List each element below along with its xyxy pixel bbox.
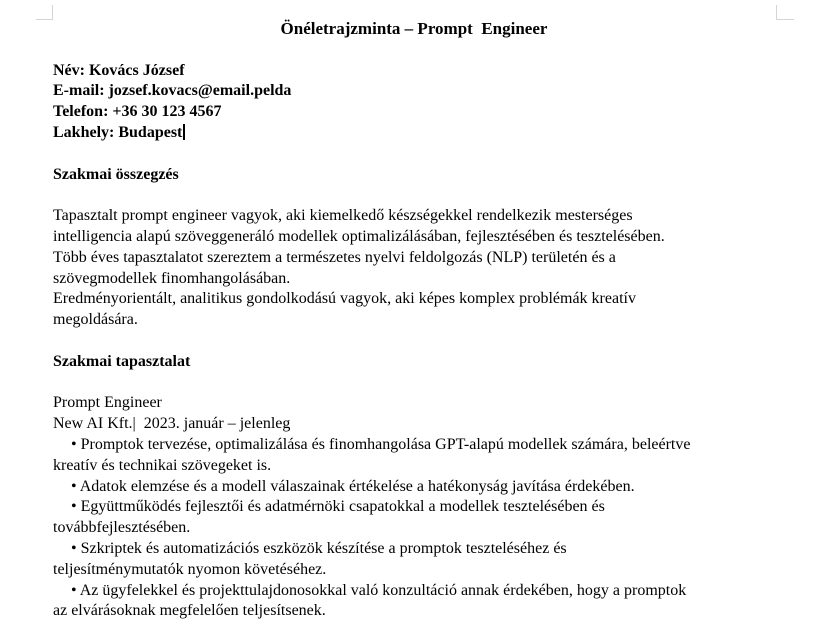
summary-text-line[interactable]: Eredményorientált, analitikus gondolkodású vagyok, aki képes komplex problémák kreatív — [53, 290, 636, 308]
summary-text-line[interactable]: Több éves tapasztalatot szereztem a természetes nyelvi feldolgozás (NLP) területén és a — [53, 248, 616, 266]
text-boundary-mark-top-left-icon — [36, 5, 53, 20]
experience-bullet-line[interactable]: • Adatok elemzése és a modell válaszainak értékelése a hatékonyság javítása érdekében. — [71, 477, 635, 495]
section-heading-summary[interactable]: Szakmai összegzés — [53, 165, 179, 183]
section-heading-experience[interactable]: Szakmai tapasztalat — [53, 352, 191, 370]
summary-text-line[interactable]: intelligencia alapú szöveggeneráló modellek optimalizálásában, fejlesztésében és tesztelésében. — [53, 227, 665, 245]
experience-bullet-line[interactable]: • Együttműködés fejlesztői és adatmérnöki csapatokkal a modellek tesztelésében és — [71, 498, 605, 516]
job-title-line[interactable]: Prompt Engineer — [53, 394, 162, 412]
job-company-dates-line[interactable]: New AI Kft.| 2023. január – jelenleg — [53, 415, 291, 433]
experience-bullet-line[interactable]: • Szkriptek és automatizációs eszközök készítése a promptok teszteléséhez és — [71, 539, 567, 557]
contact-name-line[interactable]: Név: Kovács József — [53, 61, 185, 79]
blank-line — [53, 331, 775, 352]
summary-text-line[interactable]: megoldására. — [53, 311, 138, 329]
blank-line — [53, 144, 775, 165]
experience-bullet-line[interactable]: teljesítménymutatók nyomon követéséhez. — [53, 560, 327, 578]
text-cursor-caret — [183, 124, 185, 140]
text-boundary-mark-top-right-icon — [776, 5, 794, 20]
experience-bullet-line[interactable]: az elvárásoknak megfelelően teljesítsenek. — [53, 602, 326, 620]
contact-phone-line[interactable]: Telefon: +36 30 123 4567 — [53, 103, 222, 121]
experience-bullet-line[interactable]: • Az ügyfelekkel és projekttulajdonosokkal való konzultáció annak érdekében, hogy a promptok — [71, 581, 687, 599]
contact-location-line[interactable] — [53, 123, 775, 144]
document-title: Önéletrajzminta – Prompt Engineer — [280, 19, 548, 38]
blank-line — [53, 40, 775, 61]
experience-bullet-line[interactable]: továbbfejlesztésében. — [53, 519, 191, 537]
summary-text-line[interactable]: Tapasztalt prompt engineer vagyok, aki kiemelkedő készségekkel rendelkezik mesterséges — [53, 207, 633, 225]
blank-line — [53, 373, 775, 394]
document-body[interactable] — [53, 19, 775, 621]
experience-bullet-line[interactable]: kreatív és technikai szövegeket is. — [53, 456, 272, 474]
summary-text-line[interactable]: szövegmodellek finomhangolásában. — [53, 269, 291, 287]
contact-location-text: Lakhely: Budapest — [53, 123, 183, 141]
blank-line — [53, 185, 775, 206]
experience-bullet-line[interactable]: • Promptok tervezése, optimalizálása és finomhangolása GPT-alapú modellek számára, beleértve — [71, 435, 691, 453]
contact-email-line[interactable]: E-mail: jozsef.kovacs@email.pelda — [53, 82, 292, 100]
